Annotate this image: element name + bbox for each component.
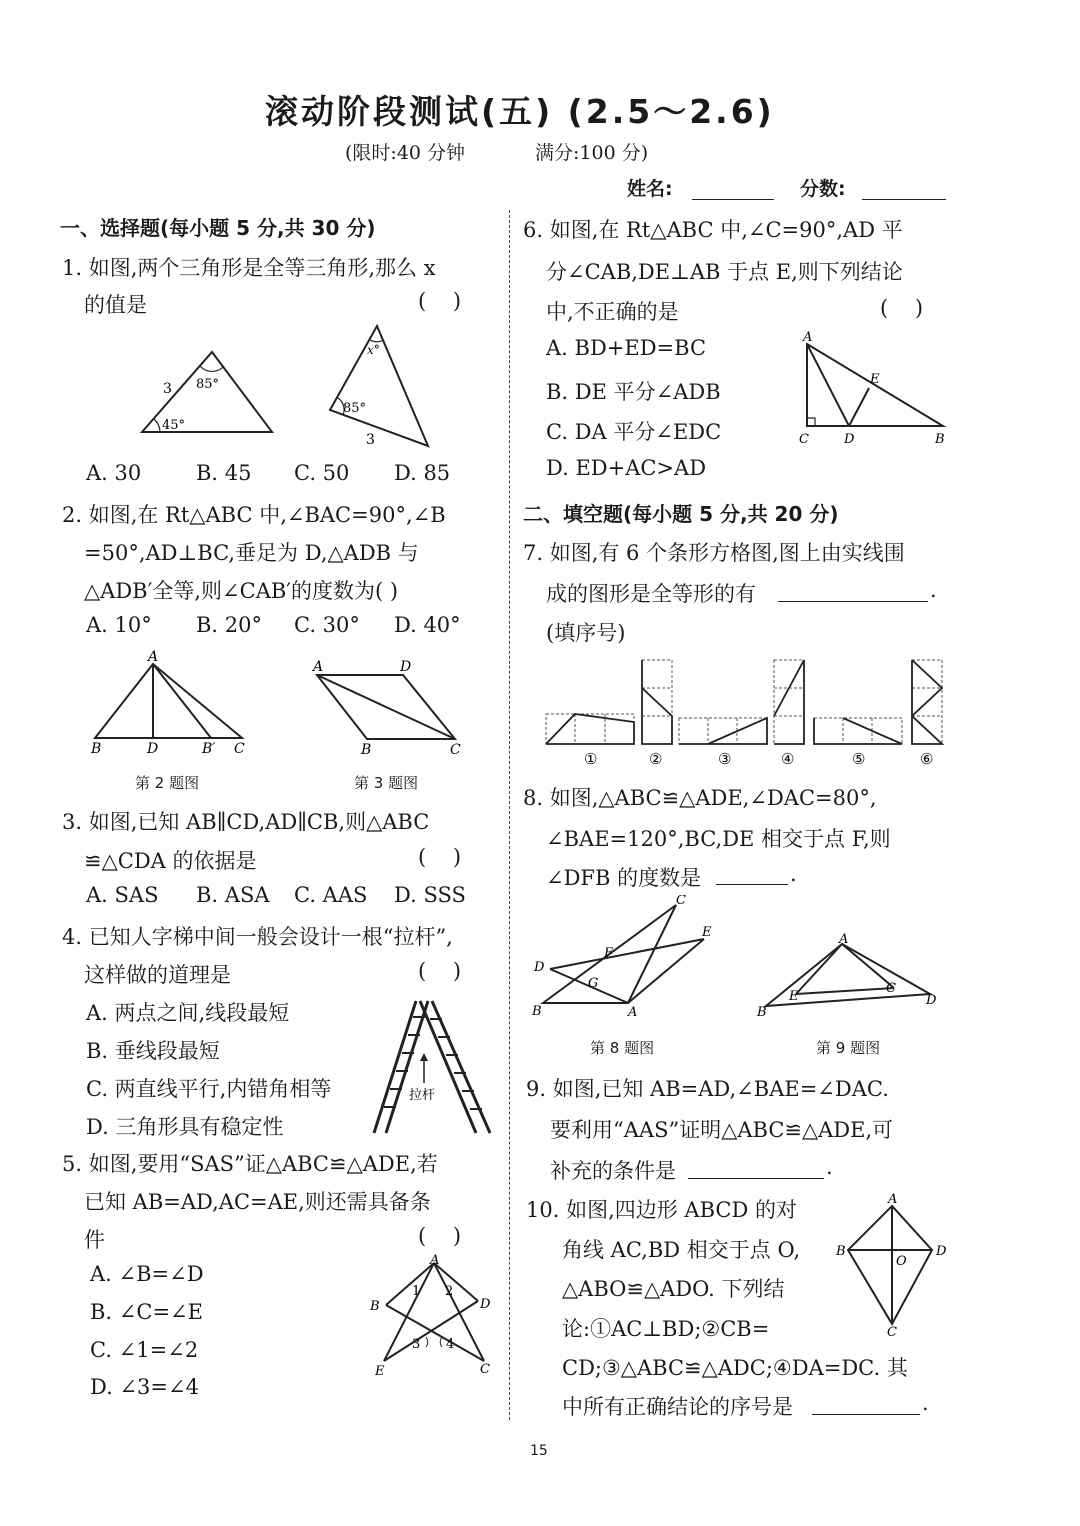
q8-line3: ∠DFB 的度数是: [546, 866, 702, 890]
q5-pt-d: D: [480, 1297, 491, 1312]
q10-pt-c: C: [887, 1325, 897, 1338]
q9-line3-end: .: [826, 1155, 833, 1179]
q8-caption: 第 8 题图: [590, 1039, 655, 1057]
q4-line2: 这样做的道理是: [84, 963, 231, 987]
q10-pt-a: A: [888, 1192, 898, 1207]
q1-figure: [130, 320, 450, 455]
q8-line2: ∠BAE=120°,BC,DE 相交于点 F,则: [546, 827, 891, 851]
q6-line1: 6. 如图,在 Rt△ABC 中,∠C=90°,AD 平: [523, 218, 903, 242]
q10-line1: 10. 如图,四边形 ABCD 的对: [526, 1198, 797, 1222]
q7-label-5: ⑤: [852, 750, 866, 768]
q5-angle-1: 1: [412, 1284, 421, 1299]
q10-pt-o: O: [896, 1254, 907, 1269]
q5-line3: 件: [84, 1228, 105, 1252]
q10-line6-end: .: [922, 1391, 929, 1415]
section-2-heading: 二、填空题(每小题 5 分,共 20 分): [523, 502, 839, 526]
q10-line4: 论:①AC⊥BD;②CB=: [562, 1317, 770, 1341]
section-1-heading: 一、选择题(每小题 5 分,共 30 分): [60, 216, 376, 240]
q6-option-a[interactable]: A. BD+ED=BC: [546, 336, 707, 360]
q5-pt-a: A: [430, 1253, 440, 1268]
q6-line3: 中,不正确的是: [546, 300, 679, 324]
q2-option-a[interactable]: A. 10°: [86, 613, 152, 637]
q2-line1: 2. 如图,在 Rt△ABC 中,∠BAC=90°,∠B: [62, 503, 446, 527]
q4-option-d[interactable]: D. 三角形具有稳定性: [86, 1115, 284, 1139]
q9-caption: 第 9 题图: [816, 1039, 881, 1057]
q1-right-top-angle: x°: [367, 343, 380, 357]
q7-line1: 7. 如图,有 6 个条形方格图,图上由实线围: [523, 541, 905, 565]
q3-pt-b: B: [361, 742, 372, 758]
q5-pt-e: E: [375, 1364, 385, 1379]
q7-label-6: ⑥: [920, 750, 934, 768]
q9-pt-e: E: [789, 989, 799, 1004]
q5-angle-4: 4: [446, 1337, 455, 1352]
q2-option-b[interactable]: B. 20°: [196, 613, 263, 637]
q6-figure: [793, 330, 953, 450]
q8-pt-g: G: [588, 976, 599, 991]
q1-line1: 1. 如图,两个三角形是全等三角形,那么 x: [62, 256, 436, 280]
q7-label-3: ③: [718, 750, 732, 768]
q8-figure: [528, 895, 728, 1025]
q5-option-c[interactable]: C. ∠1=∠2: [90, 1338, 199, 1362]
time-limit: (限时:40 分钟: [345, 142, 466, 164]
q5-option-d[interactable]: D. ∠3=∠4: [90, 1375, 199, 1399]
q10-pt-b: B: [836, 1244, 846, 1259]
q5-angle-2: 2: [445, 1284, 454, 1299]
q6-answer-paren[interactable]: ( ): [880, 296, 924, 320]
column-divider: [509, 210, 510, 1420]
q4-option-a[interactable]: A. 两点之间,线段最短: [86, 1001, 290, 1025]
q2-pt-b-prime: B′: [202, 741, 216, 757]
q4-line1: 4. 已知人字梯中间一般会设计一根“拉杆”,: [62, 925, 453, 949]
q6-pt-b: B: [935, 432, 945, 447]
q7-label-1: ①: [584, 750, 598, 768]
q9-pt-a: A: [839, 932, 849, 947]
q8-pt-d: D: [534, 960, 545, 975]
q9-figure: [752, 930, 952, 1020]
q4-option-c[interactable]: C. 两直线平行,内错角相等: [86, 1077, 332, 1101]
q7-answer-blank[interactable]: [778, 601, 928, 602]
q6-option-d[interactable]: D. ED+AC>AD: [546, 456, 707, 480]
q5-option-a[interactable]: A. ∠B=∠D: [90, 1262, 204, 1286]
q5-line2: 已知 AB=AD,AC=AE,则还需具备条: [84, 1190, 431, 1214]
q2-pt-a: A: [148, 649, 159, 665]
q6-pt-e: E: [870, 372, 880, 387]
q9-answer-blank[interactable]: [688, 1178, 824, 1179]
q7-line2-end: .: [930, 578, 937, 602]
score-blank[interactable]: [862, 199, 946, 200]
page-title: 滚动阶段测试(五) (2.5～2.6): [265, 92, 775, 131]
name-label: 姓名:: [627, 178, 673, 200]
q3-pt-a: A: [313, 659, 324, 675]
q9-line1: 9. 如图,已知 AB=AD,∠BAE=∠DAC.: [526, 1077, 889, 1101]
q3-figure: [305, 655, 480, 765]
q8-pt-c: C: [676, 895, 686, 908]
q3-option-a[interactable]: A. SAS: [86, 883, 159, 907]
q2-pt-c: C: [234, 741, 245, 757]
q7-line2: 成的图形是全等形的有: [546, 582, 756, 606]
full-score: 满分:100 分): [535, 142, 649, 164]
q10-line6: 中所有正确结论的序号是: [562, 1395, 793, 1419]
q7-figure: [540, 652, 952, 770]
q5-pt-b: B: [370, 1299, 380, 1314]
q8-line3-end: .: [790, 862, 797, 886]
q2-pt-d: D: [147, 741, 159, 757]
q4-ladder-figure: [368, 995, 496, 1140]
q3-option-c[interactable]: C. AAS: [294, 883, 368, 907]
page-number: 15: [530, 1443, 548, 1459]
q5-angle-3: 3: [412, 1337, 421, 1352]
q1-option-d[interactable]: D. 85: [394, 461, 451, 485]
q4-answer-paren[interactable]: ( ): [418, 959, 462, 983]
q1-left-top-angle: 85°: [196, 377, 220, 392]
q2-line2: =50°,AD⊥BC,垂足为 D,△ADB 与: [84, 541, 419, 565]
q2-option-d[interactable]: D. 40°: [394, 613, 461, 637]
q3-answer-paren[interactable]: ( ): [418, 845, 462, 869]
q3-pt-c: C: [450, 742, 461, 758]
q6-option-b[interactable]: B. DE 平分∠ADB: [546, 380, 721, 404]
q10-answer-blank[interactable]: [812, 1414, 920, 1415]
q1-left-bottom-angle: 45°: [162, 418, 186, 433]
q5-line1: 5. 如图,要用“SAS”证△ABC≌△ADE,若: [62, 1152, 438, 1176]
q5-answer-paren[interactable]: ( ): [418, 1224, 462, 1248]
q9-pt-d: D: [926, 993, 937, 1008]
q2-caption: 第 2 题图: [135, 774, 200, 792]
q9-pt-c: C: [886, 981, 896, 996]
q7-label-4: ④: [781, 750, 795, 768]
q3-option-b[interactable]: B. ASA: [196, 883, 270, 907]
q6-pt-a: A: [803, 330, 813, 345]
q2-option-c[interactable]: C. 30°: [294, 613, 360, 637]
q5-pt-c: C: [480, 1362, 490, 1377]
q10-line3: △ABO≌△ADO. 下列结: [562, 1277, 785, 1301]
q6-line2: 分∠CAB,DE⊥AB 于点 E,则下列结论: [546, 260, 903, 284]
q1-left-side-label: 3: [163, 381, 172, 397]
q8-line1: 8. 如图,△ABC≌△ADE,∠DAC=80°,: [523, 786, 877, 810]
q6-option-c[interactable]: C. DA 平分∠EDC: [546, 420, 722, 444]
q10-line5: CD;③△ABC≌△ADC;④DA=DC. 其: [562, 1356, 908, 1380]
q5-figure: [366, 1253, 501, 1383]
q2-line3: △ADB′全等,则∠CAB′的度数为( ): [84, 579, 399, 603]
q1-right-side-label: 3: [366, 432, 375, 448]
q8-pt-b: B: [532, 1004, 542, 1019]
q10-pt-d: D: [936, 1244, 947, 1259]
q8-pt-e: E: [702, 925, 712, 940]
q1-right-mid-angle: 85°: [343, 401, 367, 416]
q3-option-d[interactable]: D. SSS: [394, 883, 466, 907]
q1-line2: 的值是: [84, 293, 147, 317]
q7-line3: (填序号): [546, 621, 626, 645]
q9-pt-b: B: [757, 1005, 767, 1020]
q2-figure: [85, 648, 260, 763]
q9-line2: 要利用“AAS”证明△ABC≌△ADE,可: [550, 1118, 894, 1142]
q4-option-b[interactable]: B. 垂线段最短: [86, 1039, 220, 1063]
q7-label-2: ②: [649, 750, 663, 768]
q8-answer-blank[interactable]: [716, 884, 788, 885]
q1-option-a[interactable]: A. 30: [86, 461, 142, 485]
q3-line2: ≌△CDA 的依据是: [84, 849, 257, 873]
q8-pt-f: F: [604, 946, 614, 961]
q6-pt-c: C: [799, 432, 809, 447]
q4-ladder-label: 拉杆: [409, 1088, 436, 1103]
q9-line3: 补充的条件是: [550, 1159, 676, 1183]
q8-pt-a: A: [628, 1005, 638, 1020]
name-blank[interactable]: [692, 199, 774, 200]
q5-option-b[interactable]: B. ∠C=∠E: [90, 1300, 203, 1324]
q2-pt-b: B: [91, 741, 102, 757]
q10-line2: 角线 AC,BD 相交于点 O,: [562, 1238, 801, 1262]
q3-line1: 3. 如图,已知 AB∥CD,AD∥CB,则△ABC: [62, 810, 430, 834]
q1-answer-paren[interactable]: ( ): [418, 289, 462, 313]
q3-pt-d: D: [400, 659, 412, 675]
q3-caption: 第 3 题图: [354, 774, 419, 792]
score-label: 分数:: [800, 178, 846, 200]
q1-option-b[interactable]: B. 45: [196, 461, 252, 485]
q10-figure: [832, 1188, 954, 1338]
q1-option-c[interactable]: C. 50: [294, 461, 350, 485]
q6-pt-d: D: [844, 432, 855, 447]
